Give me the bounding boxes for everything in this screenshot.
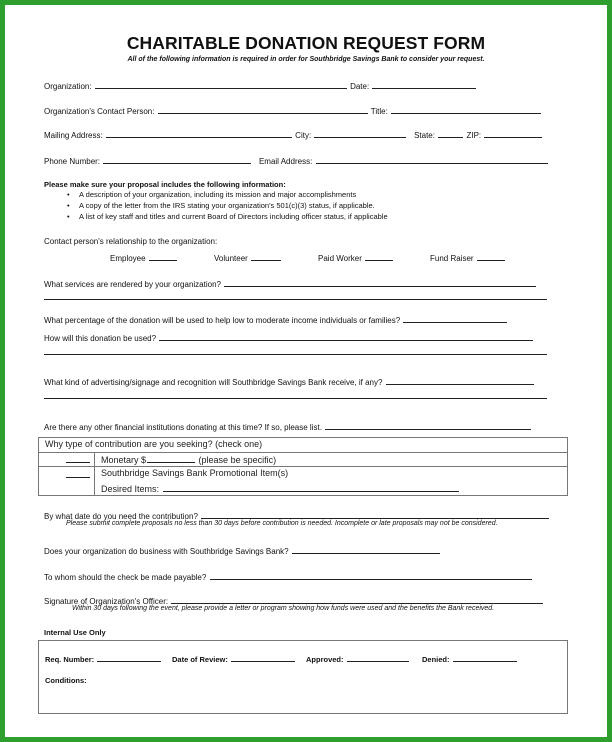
phone-label: Phone Number: — [44, 157, 101, 166]
state-field[interactable] — [438, 129, 463, 138]
email-label: Email Address: — [258, 157, 313, 166]
percentage-field[interactable] — [403, 314, 507, 323]
services-field-line[interactable] — [44, 299, 547, 300]
how-used-field-line[interactable] — [44, 354, 547, 355]
organization-field[interactable] — [95, 80, 347, 89]
proposal-bullet: • A copy of the letter from the IRS stating your organization's 501(c)(3) status, if applicable. — [67, 201, 375, 210]
monetary-amount-field[interactable] — [147, 454, 195, 463]
contribution-divider — [38, 466, 568, 467]
internal-row — [422, 653, 518, 664]
internal-row — [306, 653, 410, 664]
other-institutions-field[interactable] — [325, 421, 531, 430]
advertising-field[interactable] — [386, 376, 534, 385]
date-of-review-field[interactable] — [231, 653, 295, 662]
promo-checkbox[interactable] — [65, 469, 91, 480]
conditions-label: Conditions: — [45, 676, 87, 685]
req-number-label: Req. Number: — [45, 655, 95, 664]
relationship-option-employee: Employee — [110, 252, 178, 263]
signature-row: Signature of Organization's Officer: — [44, 595, 544, 606]
business-field[interactable] — [292, 545, 440, 554]
contribution-heading: Why type of contribution are you seeking? (check one) — [45, 439, 263, 449]
signature-field[interactable] — [171, 595, 543, 604]
email-field[interactable] — [316, 155, 548, 164]
monetary-checkbox[interactable] — [65, 454, 91, 465]
internal-row — [45, 653, 162, 664]
advertising-question: What kind of advertising/signage and recognition will Southbridge Savings Bank receive, if any? — [44, 376, 535, 387]
by-what-date-field[interactable] — [201, 510, 549, 519]
form-subtitle: All of the following information is required in order for Southbridge Savings Bank to consider your request. — [127, 56, 485, 63]
advertising-field-line[interactable] — [44, 398, 547, 399]
volunteer-check[interactable] — [251, 252, 281, 261]
state-label: State: — [414, 131, 435, 140]
mailing-address-label: Mailing Address: — [44, 131, 103, 140]
contact-person-field[interactable] — [158, 105, 368, 114]
phone-field[interactable] — [103, 155, 251, 164]
payable-field[interactable] — [210, 571, 532, 580]
denied-label: Denied: — [422, 655, 450, 664]
mailing-address-field[interactable] — [106, 129, 292, 138]
services-field[interactable] — [224, 278, 536, 287]
how-used-field[interactable] — [159, 332, 533, 341]
contribution-column-divider — [94, 452, 95, 496]
paid-worker-check[interactable] — [365, 252, 393, 261]
other-institutions-question: Are there any other financial institutions donating at this time? If so, please list. — [44, 421, 532, 432]
relationship-option-fund-raiser: Fund Raiser — [430, 252, 506, 263]
monetary-note: (please be specific) — [198, 455, 277, 465]
zip-field[interactable] — [484, 129, 542, 138]
denied-field[interactable] — [453, 653, 517, 662]
monetary-option — [101, 454, 276, 465]
desired-items-row — [101, 483, 460, 494]
city-label: City: — [295, 131, 312, 140]
title-label: Title: — [370, 107, 388, 116]
date-of-review-label: Date of Review: — [172, 655, 228, 664]
payable-question: To whom should the check be made payable? — [44, 571, 533, 582]
city-field[interactable] — [314, 129, 406, 138]
date-label: Date: — [350, 82, 370, 91]
by-what-date-question: By what date do you need the contribution? — [44, 510, 550, 521]
signature-note: Within 30 days following the event, please provide a letter or program showing how funds were used and the benefits the Bank received. — [72, 605, 495, 612]
contribution-divider — [38, 452, 568, 453]
relationship-option-paid-worker: Paid Worker — [318, 252, 394, 263]
date-field[interactable] — [372, 80, 476, 89]
organization-label: Organization: — [44, 82, 92, 91]
fund-raiser-check[interactable] — [477, 252, 505, 261]
address-row — [44, 129, 543, 140]
how-used-question: How will this donation be used? — [44, 332, 534, 343]
req-number-field[interactable] — [97, 653, 161, 662]
submission-note: Please submit complete proposals no less than 30 days before contribution is needed. Incomplete or late proposals may not be considered. — [66, 520, 498, 527]
proposal-bullet: • A description of your organization, including its mission and major accomplishments — [67, 190, 357, 199]
title-field[interactable] — [391, 105, 541, 114]
proposal-heading: Please make sure your proposal includes the following information: — [44, 180, 286, 189]
monetary-label: Monetary $ — [101, 455, 147, 465]
promo-option-label: Southbridge Savings Bank Promotional Item(s) — [101, 468, 289, 478]
internal-use-box — [38, 640, 568, 714]
relationship-option-volunteer: Volunteer — [214, 252, 282, 263]
contact-row — [44, 105, 542, 116]
percentage-question: What percentage of the donation will be used to help low to moderate income individuals or families? — [44, 314, 508, 325]
relationship-label: Contact person's relationship to the organization: — [44, 237, 218, 246]
internal-use-heading: Internal Use Only — [44, 628, 106, 637]
desired-items-label: Desired Items: — [101, 484, 160, 494]
desired-items-field[interactable] — [163, 483, 459, 492]
approved-label: Approved: — [306, 655, 344, 664]
approved-field[interactable] — [347, 653, 409, 662]
contact-person-label: Organization's Contact Person: — [44, 107, 155, 116]
services-question: What services are rendered by your organization? — [44, 278, 537, 289]
business-question: Does your organization do business with Southbridge Savings Bank? — [44, 545, 441, 556]
internal-row — [172, 653, 296, 664]
phone-row — [44, 155, 549, 166]
employee-check[interactable] — [149, 252, 177, 261]
zip-label: ZIP: — [466, 131, 482, 140]
proposal-bullet: • A list of key staff and titles and current Board of Directors including officer status, if applicable — [67, 212, 388, 221]
form-title: CHARITABLE DONATION REQUEST FORM — [126, 33, 486, 53]
organization-row — [44, 80, 477, 91]
